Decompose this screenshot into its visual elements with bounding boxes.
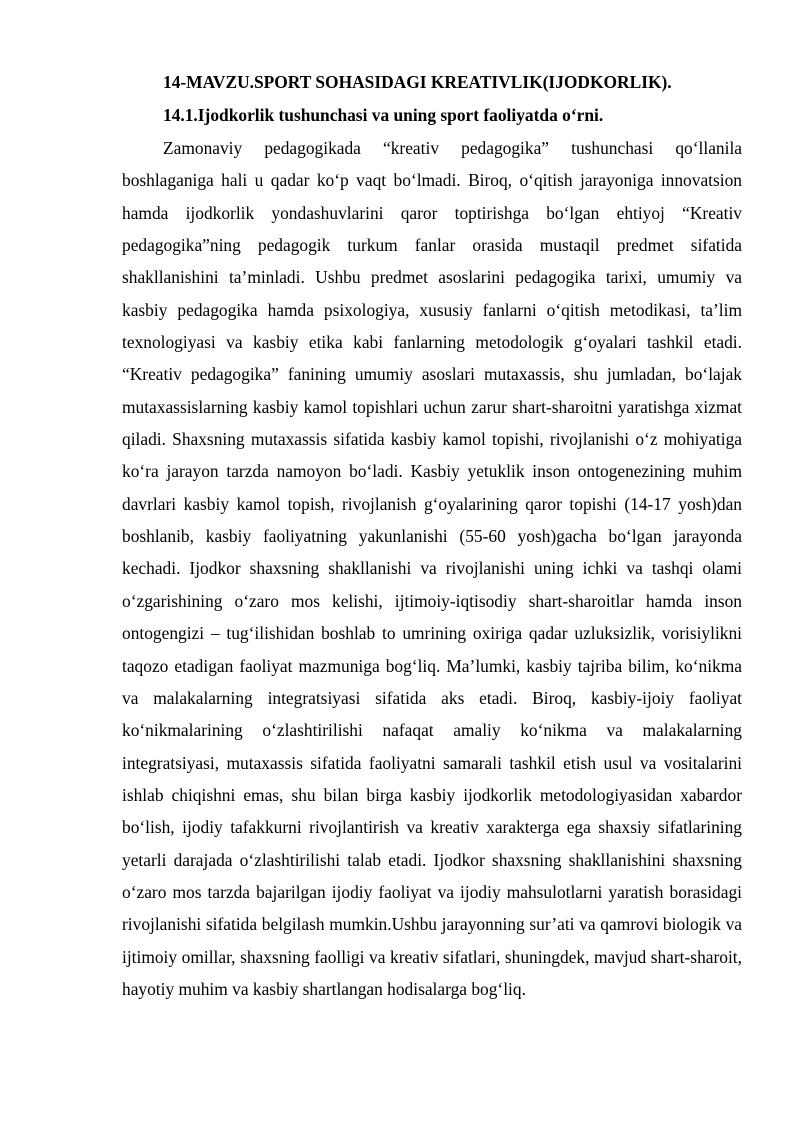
body-paragraph: Zamonaviy pedagogikada “kreativ pedagogika” tushunchasi qo‘llanila boshlaganiga hali u qadar ko‘p vaqt bo‘lmadi. Biroq, o‘qitish jarayoniga innovatsion hamda ijodkorlik yondashuvlarini qaror toptirishga bo‘lgan ehtiyoj “Kreativ pedagogika”ning pedagogik turkum fanlar orasida mustaqil predmet sifatida shakllanishini ta’minladi. Ushbu predmet asoslarini pedagogika tarixi, umumiy va kasbiy pedagogika hamda psixologiya, xususiy fanlarni o‘qitish metodikasi, ta’lim texnologiyasi va kasbiy etika kabi fanlarning metodologik g‘oyalari tashkil etadi. “Kreativ pedagogika” fanining umumiy asoslari mutaxassis, shu jumladan, bo‘lajak mutaxassislarning kasbiy kamol topishlari uchun zarur shart-sharoitni yaratishga xizmat qiladi. Shaxsning mutaxassis sifatida kasbiy kamol topishi, rivojlanishi o‘z mohiyatiga ko‘ra jarayon tarzda namoyon bo‘ladi. Kasbiy yetuklik inson ontogenezining muhim davrlari kasbiy kamol topish, rivojlanish g‘oyalarining qaror topishi (14-17 yosh)dan boshlanib, kasbiy faoliyatning yakunlanishi (55-60 yosh)gacha bo‘lgan jarayonda kechadi. Ijodkor shaxsning shakllanishi va rivojlanishi uning ichki va tashqi olami o‘zgarishining o‘zaro mos kelishi, ijtimoiy-iqtisodiy shart-sharoitlar hamda inson ontogengizi – tug‘ilishidan boshlab to umrining oxiriga qadar uzluksizlik, vorisiylikni taqozo etadigan faoliyat mazmuniga bog‘liq. Ma’lumki, kasbiy tajriba bilim, ko‘nikma va malakalarning integratsiyasi sifatida aks etadi. Biroq, kasbiy-ijoiy faoliyat ko‘nikmalarining o‘zlashtirilishi nafaqat amaliy ko‘nikma va malakalarning integratsiyasi, mutaxassis sifatida faoliyatni samarali tashkil etish usul va vositalarini ishlab chiqishni emas, shu bilan birga kasbiy ijodkorlik metodologiyasidan xabardor bo‘lish, ijodiy tafakkurni rivojlantirish va kreativ xarakterga ega shaxsiy sifatlarining yetarli darajada o‘zlashtirilishi talab etadi. Ijodkor shaxsning shakllanishini shaxsning o‘zaro mos tarzda bajarilgan ijodiy faoliyat va ijodiy mahsulotlarni yaratish borasidagi rivojlanishi sifatida belgilash mumkin.Ushbu jarayonning sur’ati va qamrovi biologik va ijtimoiy omillar, shaxsning faolligi va kreativ sifatlari, shuningdek, mavjud shart-sharoit, hayotiy muhim va kasbiy shartlangan hodisalarga bog‘liq. — [122, 138, 742, 999]
document-title: 14-MAVZU.SPORT SOHASIDAGI KREATIVLIK(IJODKORLIK). — [163, 72, 672, 92]
page-content — [122, 66, 742, 1005]
section-subtitle: 14.1.Ijodkorlik tushunchasi va uning sport faoliyatda o‘rni. — [163, 105, 604, 125]
